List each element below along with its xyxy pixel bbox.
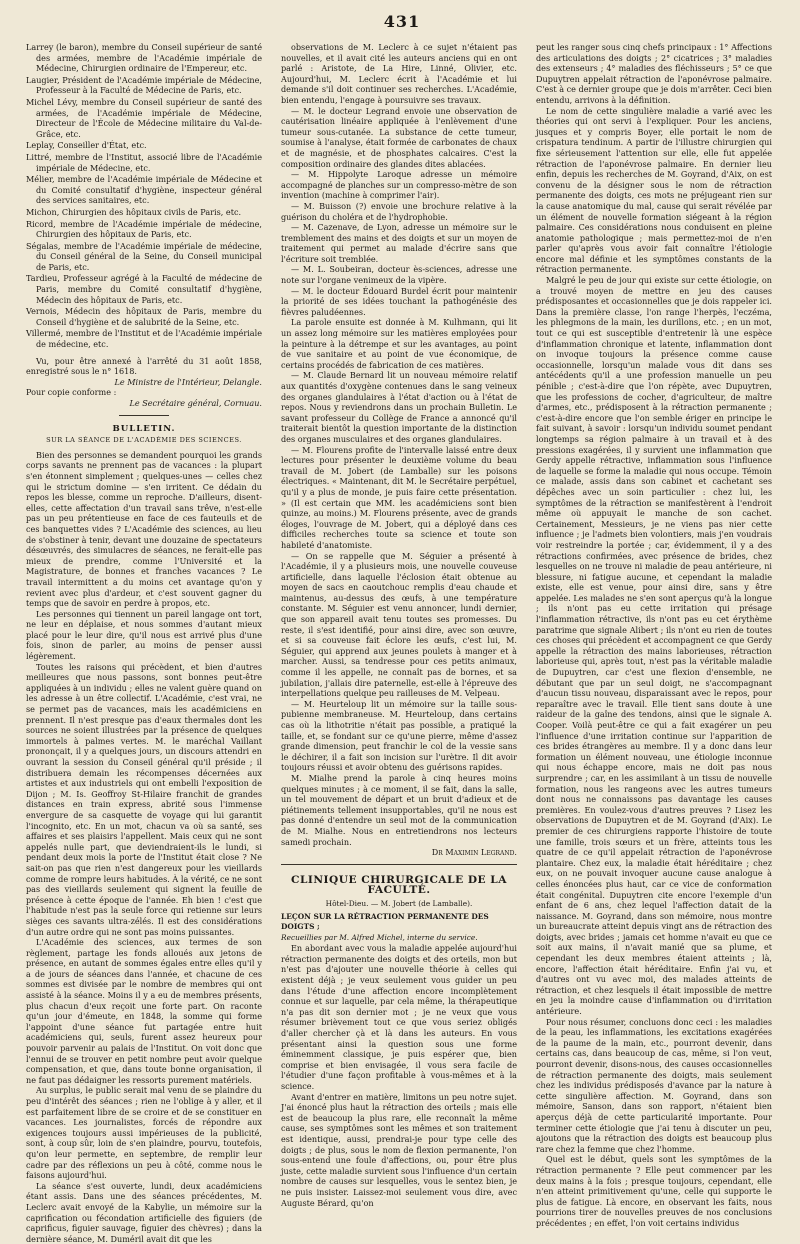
secretary-signature: Le Secrétaire général, Cornuau. bbox=[129, 398, 262, 408]
list-item: Laugier, Président de l'Académie impériale de Médecine, Professeur à la Faculté de Médecine de Paris, etc. bbox=[26, 74, 262, 96]
paragraph: — M. Heurteloup lit un mémoire sur la taille sous-pubienne membraneuse. M. Heurteloup, dans certains cas où la lithotritie n'était pas possible, a pratiqué la taille, et, se fondant sur ce qu'une pierre, même d'assez grande dimension, peut franchir le col de la vessie sans le déchirer, il a fait son incision sur l'urètre. Il dit avoir toujours réussi et avoir obtenu des guérisons rapides. bbox=[281, 698, 517, 773]
paragraph: Quel est le début, quels sont les symptômes de la rétraction permanente ? Elle peut commencer par les deux mains à la fois ; presque toujours, cependant, elle n'en atteint primitivement qu'une, celle qui supporte le plus de fatigue. Là encore, en observant les faits, nous pourrions tirer de nouvelles preuves de nos conclusions précédentes ; en effet, l'on voit certains individus bbox=[536, 1154, 772, 1228]
paragraph: M. Mialhe prend la parole à cinq heures moins quelques minutes ; à ce moment, il se fait, dans la salle, un tel mouvement de départ et un bruit d'adieux et de piétinements tellement insupportables, qu'il ne nous est pas donné d'entendre un seul mot de la communication de M. Mialhe. Nous en entretiendrons nos lecteurs samedi prochain. bbox=[281, 772, 517, 847]
column-1 bbox=[26, 42, 263, 1244]
page-number: 431 bbox=[383, 12, 421, 31]
list-item: Mélier, membre de l'Académie impériale de Médecine et du Comité consultatif d'hygiène, inspecteur général des services sanitaires, etc. bbox=[26, 174, 262, 206]
list-item: Ségalas, membre de l'Académie impériale de médecine, du Conseil général de la Seine, du Conseil municipal de Paris, etc. bbox=[26, 240, 262, 272]
paragraph: Avant d'entrer en matière, limitons un peu notre sujet. J'ai énoncé plus haut la rétraction des orteils ; mais elle est de beaucoup la plus rare, elle reconnaît la même cause, ses symptômes sont les mêmes et son traitement est identique, aussi, prendrai-je pour type celle des doigts ; de plus, sous le nom de flexion permanente, l'on sous-entend une foule d'affections, ou, pour être plus juste, cette maladie survient sous l'influence d'un certain nombre de causes sur lesquelles, vous le sentez bien, je ne puis insister. Laissez-moi seulement vous dire, avec Auguste Bérard, qu'on bbox=[281, 1091, 517, 1208]
column-3 bbox=[536, 42, 772, 1228]
decree-note: Vu, pour être annexé à l'arrêté du 31 août 1858, enregistré sous le n° 1618. bbox=[26, 355, 262, 377]
paragraph: Pour nous résumer, concluons donc ceci : les maladies de la peau, les inflammations, les excitations exagérées de la paume de la main, etc., pourront devenir, dans certains cas, dans beaucoup de cas, même, si l'on veut, pourront devenir, disons-nous, des causes occasionnelles de rétraction permanente des doigts, mais seulement chez les individus prédisposés d'avance par la nature à cette singulière affection. M. Goyrand, dans son mémoire, Sanson, dans son rapport, n'étaient bien aperçus déjà de cette particularité importante. Pour terminer cette étiologie que j'ai tenu à discuter un peu, ajoutons que la rétraction des doigts est beaucoup plus rare chez la femme que chez l'homme. bbox=[536, 1016, 772, 1154]
paragraph: — M. Flourens profite de l'intervalle laissé entre deux lectures pour présenter le deuxième volume du beau travail de M. Jobert (de Lamballe) sur les poisons électriques. « Maintenant, dit M. le Secrétaire perpétuel, qu'il y a plus de monde, je puis faire cette présentation. » (Il est certain que MM. les académiciens sont bien quinze, au moins.) M. Flourens présente, avec de grands éloges, l'ouvrage de M. Jobert, qui a déployé dans ces difficiles recherches toute sa science et toute son habileté d'anatomiste. bbox=[281, 444, 517, 550]
paragraph: La parole ensuite est donnée à M. Kulhmann, qui lit un assez long mémoire sur les matières employées pour la peinture à la détrempe et sur les avantages, au point de vue sanitaire et au point de vue économique, de certains procédés de fabrication de ces matières. bbox=[281, 317, 517, 370]
paragraph: peut les ranger sous cinq chefs principaux : 1° Affections des articulations des doigts ; 2° cicatrices ; 3° maladies des extenseurs ; 4° maladies des fléchisseurs ; 5° ce que Dupuytren appelait rétraction de l'aponévrose palmaire. C'est à ce dernier groupe que je dois m'arrêter. Ceci bien entendu, arrivons à la définition. bbox=[536, 42, 772, 105]
newspaper-page bbox=[26, 12, 778, 1244]
paragraph: Malgré le peu de jour qui existe sur cette étiologie, on a trouvé moyen de mettre en jeu des causes prédisposantes et occasionnelles que je dois rappeler ici. Dans la première classe, l'on range l'herpès, l'eczéma, les phlegmons de la main, les durillons, etc. ; en un mot, tout ce qui est susceptible d'entretenir là une espèce d'inflammation chronique et latente, inflammation dont on invoque toujours la présence comme cause occasionnelle, lorsqu'un malade vous dit dans ses antécédents qu'il a une profession manuelle un peu pénible ; c'est-à-dire que l'on répète, avec Dupuytren, que les professions de cocher, d'agriculteur, de maître d'armes, etc., prédisposent à la rétraction permanente ; c'est-à-dire encore que l'on semble ériger en principe le fait suivant, à savoir : lorsqu'un individu soumet pendant longtemps sa région palmaire à un travail et à des pressions exagérées, il y survient une inflammation que Gerdy appelle rétractive, inflammation sous l'influence de laquelle se forme la maladie qui nous occupe. Témoin ce malade, assis dans son cabinet et cachetant ses dépêches avec un soin particulier : chez lui, les symptômes de la rétraction se manifestèrent à l'endroit même où appuyait le manche de son cachet. Certainement, Messieurs, je ne viens pas nier cette influence ; je l'admets bien volontiers, mais j'en voudrais voir restreindre la portée ; car, évidemment, il y a des rétractions confirmées, avec présence de brides, chez lesquelles on ne trouve ni maladie de peau antérieure, ni blessure, ni fatigue aucune, et cependant la maladie existe, elle est venue, pour ainsi dire, sans y être appelée. Les malades ne s'en sont aperçus qu'à la longue ; ils n'ont pas eu cette irritation qui présage l'inflammation rétractive, ils n'ont pas eu cet érythème paratrime que signale Alibert ; ils n'ont eu rien de toutes ces choses qui précèdent et accompagnent ce que Gerdy appelle la rétraction des mains laborieuses, rétraction laborieuse qui, après tout, n'est pas la véritable maladie de Dupuytren, car c'est une flexion d'ensemble, ne débutant que par un seul doigt, ne s'accompagnant d'aucun tissu nouveau, disparaissant avec le repos, pour reparaître avec le travail. Elle tient sans doute à une raideur de la gaîne des tendons, ainsi que le signale A. Cooper. Voilà peut-être ce qui a fait exagérer un peu l'influence d'une irritation continue sur l'apparition de ces brides étrangères au membre. Il y a donc dans leur formation un élément nouveau, une étiologie inconnue qui nous échappe encore, mais ne doit pas nous surprendre ; car, en les assimilant à un tissu de nouvelle formation, nous les rangeons avec les autres tumeurs dont nous ne connaissons pas davantage les causes premières. En voulez-vous d'autres preuves ? Lisez les observations de Dupuytren et de M. Goyrand (d'Aix). Le premier de ces chirurgiens rapporte l'histoire de toute une famille, trois sœurs et un frère, atteints tous les quatre de ce qu'il appelait rétraction de l'aponévrose plantaire. Chez eux, la maladie était héréditaire ; chez eux, on ne pouvait invoquer aucune cause analogue à celles énoncées plus haut, car ce vice de conformation était congénital. Dupuytren cite encore l'exemple d'un enfant de 6 ans, chez lequel l'affection datait de la naissance. M. Goyrand, dans son mémoire, nous montre un bureaucrate atteint depuis vingt ans de rétraction des doigts, avec brides ; jamais cet homme n'avait eu que ce soit aux mains, il n'avait manié que sa plume, et cependant les deux membres étaient atteints ; là, encore, l'affection était héréditaire. Enfin j'ai vu, et d'autres ont vu avec moi, des malades atteints de rétraction, et chez lesquels il était impossible de mettre en jeu la moindre cause d'inflammation ou d'irritation antérieure. bbox=[536, 275, 772, 1017]
list-item: Michel Lévy, membre du Conseil supérieur de santé des armées, de l'Académie impériale de Médecine, Directeur de l'École de Médecine militaire du Val-de-Grâce, etc. bbox=[26, 96, 262, 139]
list-item: Littré, membre de l'Institut, associé libre de l'Académie impériale de Médecine, etc. bbox=[26, 151, 262, 173]
list-item: Michon, Chirurgien des hôpitaux civils de Paris, etc. bbox=[26, 206, 242, 217]
divider bbox=[281, 864, 517, 865]
paragraph: Le nom de cette singulière maladie a varié avec les théories qui ont servi à l'expliquer. Pour les anciens, jusques et y compris Boyer, elle portait le nom de crispatura tendinum. A partir de l'illustre chirurgien qui fixe sérieusement l'attention sur elle, elle fut appelée rétraction de l'aponévrose palmaire. En dernier lieu enfin, depuis les recherches de M. Goyrand, d'Aix, on est convenu de la désigner sous le nom de rétraction permanente des doigts, ces mots ne préjugeant rien sur la cause anatomique du mal, cause qui serait révélée par un élément de nouvelle formation siégeant à la région palmaire. Ces considérations nous conduisent en pleine anatomie pathologique ; mais permettez-moi de n'en parler qu'après vous avoir fait connaître l'étiologie encore mal définie et les symptômes constants de la rétraction permanente. bbox=[536, 105, 772, 275]
list-item: Larrey (le baron), membre du Conseil supérieur de santé des armées, membre de l'Académie impériale de Médecine, Chirurgien ordinaire de l'Empereur, etc. bbox=[26, 42, 262, 74]
list-item: Ricord, membre de l'Académie impériale de médecine, Chirurgien des hôpitaux de Paris, etc. bbox=[26, 218, 262, 240]
author-signature: Dr Maximin Legrand. bbox=[431, 847, 517, 858]
paragraph: — M. Buisson (?) envoie une brochure relative à la guérison du choléra et de l'hydrophobie. bbox=[281, 200, 517, 222]
list-item: Vernois, Médecin des hôpitaux de Paris, membre du Conseil d'hygiène et de salubrité de la Seine, etc. bbox=[26, 306, 262, 327]
clinic-hospital: Hôtel-Dieu. — M. Jobert (de Lamballe). bbox=[325, 898, 473, 908]
paragraph: Toutes les raisons qui précèdent, et bien d'autres meilleures que nous passons, sont bonnes peut-être appliquées à un individu ; elles ne valent guère quand on les adresse à un être collectif. L'Académie, c'est vrai, ne se permet pas de vacances, mais les académiciens en prennent. Il n'est presque pas d'eaux thermales dont les sources ne soient illustrées par la présence de quelques immortels à palmes vertes. M. le maréchal Vaillant prononçait, il y a quelques jours, un discours attendri en ouvrant la session du Conseil général qu'il préside ; il distribuera demain les récompenses décernées aux artistes et aux industriels qui ont embelli l'exposition de Dijon ; M. Is. Geoffroy St-Hilaire franchit de grandes distances en train express, abrité sous l'immense envergure de sa casquette de voyage qui lui garantit l'incognito, etc. En un mot, chacun va où sa santé, ses affaires et ses plaisirs l'appellent. Mais ceux qui ne sont appelés nulle part, que deviendraient-ils le lundi, si pendant deux mois la porte de l'Institut était close ? Ne sait-on pas que rien n'est dangereux pour les vieillards comme de rompre leurs habitudes. À la vérité, ce ne sont pas des vieillards seulement qui signent la feuille de présence à cette époque de l'année. Eh bien ! c'est que l'habitude n'est pas la seule force qui retienne sur leurs sièges ces savants ultra-zélés. Il est des considérations d'un autre ordre qui ne sont pas moins puissantes. bbox=[26, 661, 262, 937]
paragraph: — On se rappelle que M. Séguier a présenté à l'Académie, il y a plusieurs mois, une nouvelle couveuse artificielle, dans laquelle l'éclosion était obtenue au moyen de sacs en caoutchouc remplis d'eau chaude et maintenus, au-dessus des œufs, à une température constante. M. Séguier est venu annoncer, lundi dernier, que son appareil avait tenu toutes ses promesses. Du reste, il s'est identifié, pour ainsi dire, avec son œuvre, et si sa couveuse fait éclore les œufs, c'est lui, M. Séguier, qui apprend aux jeunes poulets à manger et à marcher. Aussi, sa tendresse pour ces petits animaux, comme il les appelle, ne connaît pas de bornes, et sa jubilation, j'allais dire paternelle, est-elle à l'épreuve des interpellations quelque peu railleuses de M. Velpeau. bbox=[281, 550, 517, 699]
paragraph: Les personnes qui tiennent un pareil langage ont tort, ne leur en déplaise, et nous sommes d'autant mieux placé pour le leur dire, qu'il nous est arrivé plus d'une fois, sinon de parler, au moins de penser aussi légèrement. bbox=[26, 608, 262, 662]
paragraph: observations de M. Leclerc à ce sujet n'étaient pas nouvelles, et il avait cité les auteurs anciens qui en ont parlé : Aristote, de La Hire, Linné, Olivier, etc. Aujourd'hui, M. Leclerc écrit à l'Académie et lui demande s'il doit continuer ses recherches. L'Académie, bien entendu, l'engage à poursuivre ses travaux. bbox=[281, 42, 517, 105]
bulletin-subtitle: SUR LA SÉANCE DE L'ACADÉMIE DES SCIENCES. bbox=[46, 436, 242, 445]
list-item: Villermé, membre de l'Institut et de l'Académie impériale de médecine, etc. bbox=[26, 328, 263, 350]
bulletin-title: BULLETIN. bbox=[112, 423, 176, 434]
copy-line: Pour copie conforme : bbox=[26, 387, 117, 398]
paragraph: En abordant avec vous la maladie appelée aujourd'hui rétraction permanente des doigts et des orteils, mon but n'est pas d'ajouter une nouvelle théorie à celles qui existent déjà ; je veux seulement vous guider un peu dans l'étude d'une affection encore incomplètement connue et sur laquelle, par cela même, la thérapeutique n'a pas dit son dernier mot ; je ne veux que vous résumer brièvement tout ce que vous seriez obligés d'aller chercher çà et là dans les auteurs. En vous présentant ainsi la question sous une forme éminemment classique, je puis espérer que, bien comprise et bien envisagée, il vous sera facile de l'étudier d'une façon profitable à vous-mêmes et à la science. bbox=[281, 943, 517, 1091]
lesson-collected-by: Recueillies par M. Alfred Michel, interne du service. bbox=[281, 932, 478, 942]
paragraph: — M. Hippolyte Laroque adresse un mémoire accompagné de planches sur un compresso-mètre de son invention (machine à comprimer l'air). bbox=[281, 169, 517, 201]
minister-signature: Le Ministre de l'Intérieur, Delangle. bbox=[114, 376, 262, 387]
paragraph: — M. L. Soubeiran, docteur ès-sciences, adresse une note sur l'organe venimeux de la vipère. bbox=[281, 264, 517, 286]
lesson-title: LEÇON SUR LA RÉTRACTION PERMANENTE DES DOIGTS ; bbox=[281, 911, 489, 932]
paragraph: Au surplus, le public serait mal venu de se plaindre du peu d'intérêt des séances ; rien ne l'oblige à y aller, et il est parfaitement libre de se croire et de se constituer en vacances. Les journalistes, forcés de répondre aux exigences toujours aussi impérieuses de la publicité, sont, à coup sûr, loin de s'en plaindre, pourvu, toutefois, qu'on leur permette, en septembre, de remplir leur cadre par des réflexions un peu à côté, comme nous le faisons aujourd'hui. bbox=[26, 1085, 262, 1181]
paragraph: Bien des personnes se demandent pourquoi les grands corps savants ne prennent pas de vacances : la plupart s'en étonnent simplement ; quelques-unes — celles chez qui le strictum domine — s'en irritent. Ce dédain du repos les blesse, comme un reproche. D'ailleurs, disent-elles, cette affectation d'un travail sans trêve, n'est-elle pas un peu prétentieuse en face de ces fauteuils et de ces banquettes vides ? L'Académie des sciences, au lieu de s'obstiner à tenir, devant une douzaine de spectateurs désœuvrés, des simulacres de séances, ne ferait-elle pas mieux de prendre, comme l'Université et la Magistrature, de bonnes et franches vacances ? Le travail intermittent a du moins cet avantage qu'on y revient avec plus d'ardeur, et c'est souvent gagner du temps que de savoir en perdre à propos, etc. bbox=[26, 449, 262, 609]
paragraph: — M. le docteur Legrand envoie une observation de cautérisation linéaire appliquée à l'enlèvement d'une tumeur sous-cutanée. La substance de cette tumeur, soumise à l'analyse, était formée de carbonates de chaux et de magnésie, et de phosphates calcaires. C'est la composition ordinaire des glandes dites ablacées. bbox=[281, 105, 517, 169]
paragraph: — M. Cazenave, de Lyon, adresse un mémoire sur le tremblement des mains et des doigts et sur un moyen de traitement qui permet au malade d'écrire sans que l'écriture soit tremblée. bbox=[281, 222, 517, 264]
paragraph: — M. Claude Bernard lit un nouveau mémoire relatif aux quantités d'oxygène contenues dans le sang veineux des organes glandulaires à l'état d'action ou à l'état de repos. Nous y reviendrons dans un prochain Bulletin. Le savant professeur du Collège de France a annoncé qu'il traiterait bientôt la question importante de la distinction des organes musculaires et des organes glandulaires. bbox=[281, 370, 517, 444]
clinic-section-title: CLINIQUE CHIRURGICALE DE LA FACULTÉ. bbox=[291, 873, 507, 897]
paragraph: La séance s'est ouverte, lundi, deux académiciens étant assis. Dans une des séances précédentes, M. Leclerc avait envoyé de la Kabylie, un mémoire sur la caprification ou fécondation artificielle des figuiers (de caprificus, figuier sauvage, figuier des chèvres) ; dans la dernière séance, M. Duméril avait dit que les bbox=[26, 1180, 262, 1244]
divider bbox=[119, 415, 169, 416]
paragraph: — M. le docteur Édouard Burdel écrit pour maintenir la priorité de ses idées touchant la pathogénésie des fièvres paludéennes. bbox=[281, 285, 517, 317]
list-item: Leplay, Conseiller d'État, etc. bbox=[26, 140, 147, 151]
paragraph: L'Académie des sciences, aux termes de son règlement, partage les fonds alloués aux jetons de présence, en autant de sommes égales entre elles qu'il y a de jours de séances dans l'année, et chacune de ces sommes est divisée par le nombre de membres qui ont assisté à la séance. Moins il y a eu de membres présents, plus chacun d'eux reçoit une forte part. On raconte qu'un jour d'émeute, en 1848, la somme qui forme l'appoint d'une séance fut partagée entre huit académiciens qui, seuls, furent assez heureux pour pouvoir parvenir au palais de l'Institut. On voit donc que l'ennui de se trouver en petit nombre peut avoir quelque compensation, et que, dans toute bonne organisation, il ne faut pas dédaigner les ressorts purement matériels. bbox=[26, 937, 262, 1085]
list-item: Tardieu, Professeur agrégé à la Faculté de médecine de Paris, membre du Comité consultatif d'hygiène, Médecin des hôpitaux de Paris, etc. bbox=[26, 273, 262, 305]
column-2 bbox=[281, 42, 517, 1208]
names-list bbox=[26, 42, 262, 350]
